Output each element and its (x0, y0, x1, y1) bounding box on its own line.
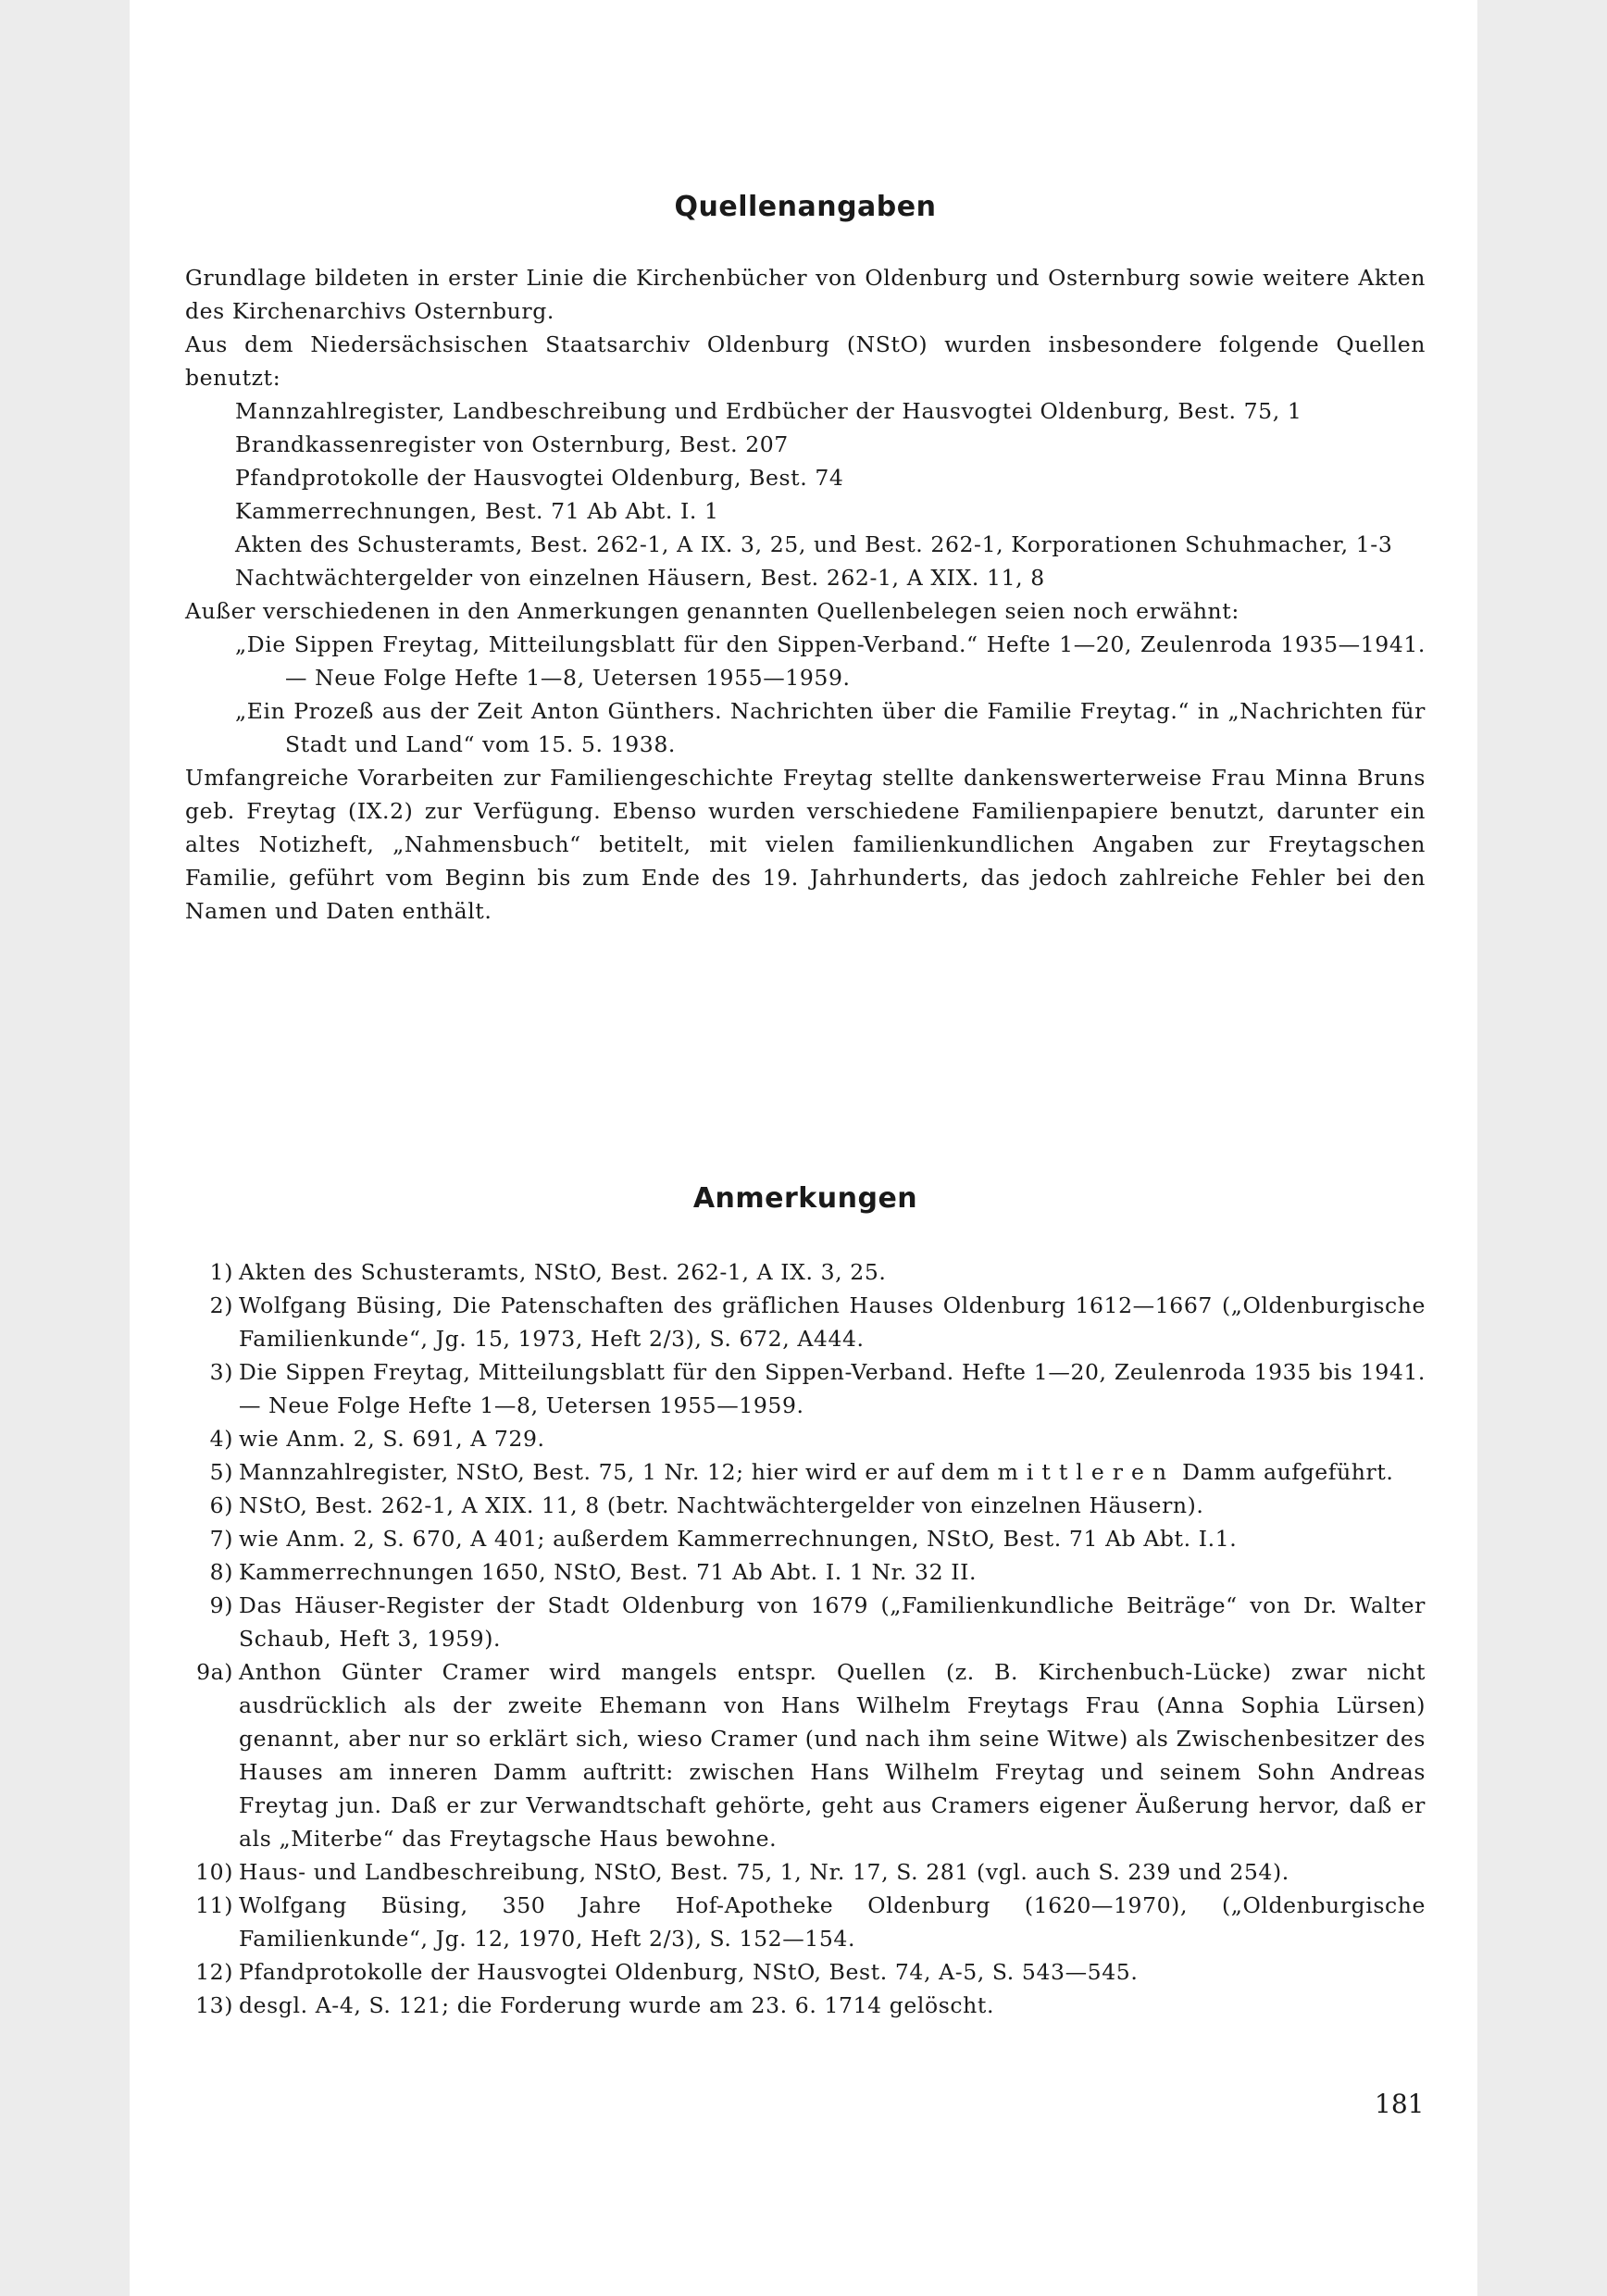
note-item (185, 1889, 1426, 1955)
note-text: wie Anm. 2, S. 691, A 729. (239, 1426, 545, 1452)
note-number: 1) (209, 1259, 233, 1285)
note-number: 12) (195, 1959, 233, 1985)
note-item (185, 1555, 1426, 1589)
quellen-section (185, 261, 1426, 928)
note-text: Das Häuser-Register der Stadt Oldenburg von 1679 („Familienkundliche Beiträge“ von Dr. Walter Schaub, Heft 3, 1959). (239, 1592, 1426, 1652)
note-text: Wolfgang Büsing, 350 Jahre Hof-Apotheke Oldenburg (1620—1970), („Oldenburgische Familienkunde“, Jg. 12, 1970, Heft 2/3), S. 152—154. (239, 1892, 1426, 1952)
note-text-part: Mannzahlregister, NStO, Best. 75, 1 Nr. 12; hier wird er auf dem (239, 1459, 998, 1485)
quellen-intro-2: Aus dem Niedersächsischen Staatsarchiv Oldenburg (NStO) wurden insbesondere folgende Quellen benutzt: (185, 331, 1426, 391)
note-text: Wolfgang Büsing, Die Patenschaften des gräflichen Hauses Oldenburg 1612—1667 („Oldenburgische Familienkunde“, Jg. 15, 1973, Heft 2/3), S. 672, A444. (239, 1292, 1426, 1352)
note-item (185, 1289, 1426, 1355)
note-text: desgl. A-4, S. 121; die Forderung wurde am 23. 6. 1714 gelöscht. (239, 1992, 995, 2018)
note-text: Haus- und Landbeschreibung, NStO, Best. 75, 1, Nr. 17, S. 281 (vgl. auch S. 239 und 254). (239, 1859, 1289, 1885)
note-text: Anthon Günter Cramer wird mangels entspr. Quellen (z. B. Kirchenbuch-Lücke) zwar nicht ausdrücklich als der zweite Ehemann von Hans Wilhelm Freytags Frau (Anna Sophia Lürsen) genannt, aber nur so erklärt sich, wieso Cramer (und nach ihm seine Witwe) als Zwischenbesitzer des Hauses am inneren Damm auftritt: zwischen Hans Wilhelm Freytag und seinem Sohn Andreas Freytag jun. Daß er zur Verwandtschaft gehörte, geht aus Cramers eigener Äußerung hervor, daß er als „Miterbe“ das Freytagsche Haus bewohne. (239, 1659, 1426, 1852)
page-number: 181 (1375, 2089, 1425, 2119)
note-number: 11) (195, 1892, 233, 1918)
note-number: 5) (209, 1459, 233, 1485)
note-item (185, 1422, 1426, 1455)
note-text (239, 1455, 1426, 1489)
note-text: wie Anm. 2, S. 670, A 401; außerdem Kammerrechnungen, NStO, Best. 71 Ab Abt. I.1. (239, 1526, 1238, 1552)
note-text: Akten des Schusteramts, NStO, Best. 262-1, A IX. 3, 25. (239, 1259, 887, 1285)
note-item (185, 1355, 1426, 1422)
note-number: 10) (195, 1859, 233, 1885)
note-item (185, 1522, 1426, 1555)
note-number: 6) (209, 1492, 233, 1518)
anmerkungen-section (185, 1255, 1426, 2022)
note-number: 13) (195, 1992, 233, 2018)
note-text: Die Sippen Freytag, Mitteilungsblatt für den Sippen-Verband. Hefte 1—20, Zeulenroda 1935 bis 1941. — Neue Folge Hefte 1—8, Uetersen 1955—1959. (239, 1359, 1426, 1418)
note-text: Kammerrechnungen 1650, NStO, Best. 71 Ab Abt. I. 1 Nr. 32 II. (239, 1559, 978, 1585)
source-item: Pfandprotokolle der Hausvogtei Oldenburg, Best. 74 (235, 465, 844, 491)
note-number: 9) (209, 1592, 233, 1618)
note-number: 8) (209, 1559, 233, 1585)
note-text-spaced: mittleren (997, 1459, 1176, 1485)
note-item (185, 1589, 1426, 1655)
note-number: 9a) (196, 1659, 233, 1685)
page (130, 0, 1477, 2296)
source-item: Nachtwächtergelder von einzelnen Häusern, Best. 262-1, A XIX. 11, 8 (235, 565, 1045, 591)
source-item: Akten des Schusteramts, Best. 262-1, A IX. 3, 25, und Best. 262-1, Korporationen Schuhmacher, 1-3 (235, 531, 1393, 557)
extra-source-item: „Die Sippen Freytag, Mitteilungsblatt für den Sippen-Verband.“ Hefte 1—20, Zeulenroda 1935—1941. — Neue Folge Hefte 1—8, Uetersen 1955—1959. (235, 631, 1426, 691)
note-item (185, 1855, 1426, 1889)
source-item: Mannzahlregister, Landbeschreibung und Erdbücher der Hausvogtei Oldenburg, Best. 75, 1 (235, 398, 1302, 424)
note-item (185, 1455, 1426, 1489)
source-item: Kammerrechnungen, Best. 71 Ab Abt. I. 1 (235, 498, 719, 524)
note-item (185, 1489, 1426, 1522)
note-item (185, 1989, 1426, 2022)
quellen-intro-3: Außer verschiedenen in den Anmerkungen genannten Quellenbelegen seien noch erwähnt: (185, 598, 1240, 624)
note-text-part: Damm aufgeführt. (1175, 1459, 1394, 1485)
extra-source-item: „Ein Prozeß aus der Zeit Anton Günthers. Nachrichten über die Familie Freytag.“ in „Nachrichten für Stadt und Land“ vom 15. 5. 1938. (235, 698, 1426, 757)
note-text: NStO, Best. 262-1, A XIX. 11, 8 (betr. Nachtwächtergelder von einzelnen Häusern). (239, 1492, 1204, 1518)
note-number: 3) (209, 1359, 233, 1385)
note-item (185, 1255, 1426, 1289)
source-item: Brandkassenregister von Osternburg, Best. 207 (235, 431, 789, 457)
quellen-closing: Umfangreiche Vorarbeiten zur Familiengeschichte Freytag stellte dankenswerterweise Frau Minna Bruns geb. Freytag (IX.2) zur Verfügung. Ebenso wurden verschiedene Familienpapiere benutzt, darunter ein altes Notizheft, „Nahmensbuch“ betitelt, mit vielen familienkundlichen Angaben zur Freytagschen Familie, geführt vom Beginn bis zum Ende des 19. Jahrhunderts, das jedoch zahlreiche Fehler bei den Namen und Daten enthält. (185, 765, 1426, 924)
quellen-intro-1: Grundlage bildeten in erster Linie die Kirchenbücher von Oldenburg und Osternburg sowie weitere Akten des Kirchenarchivs Osternburg. (185, 265, 1426, 324)
note-item (185, 1955, 1426, 1989)
note-text: Pfandprotokolle der Hausvogtei Oldenburg, NStO, Best. 74, A-5, S. 543—545. (239, 1959, 1139, 1985)
quellen-heading: Quellenangaben (674, 191, 937, 223)
note-item (185, 1655, 1426, 1855)
note-number: 4) (209, 1426, 233, 1452)
anmerkungen-heading: Anmerkungen (692, 1182, 918, 1215)
note-number: 2) (209, 1292, 233, 1318)
note-number: 7) (209, 1526, 233, 1552)
